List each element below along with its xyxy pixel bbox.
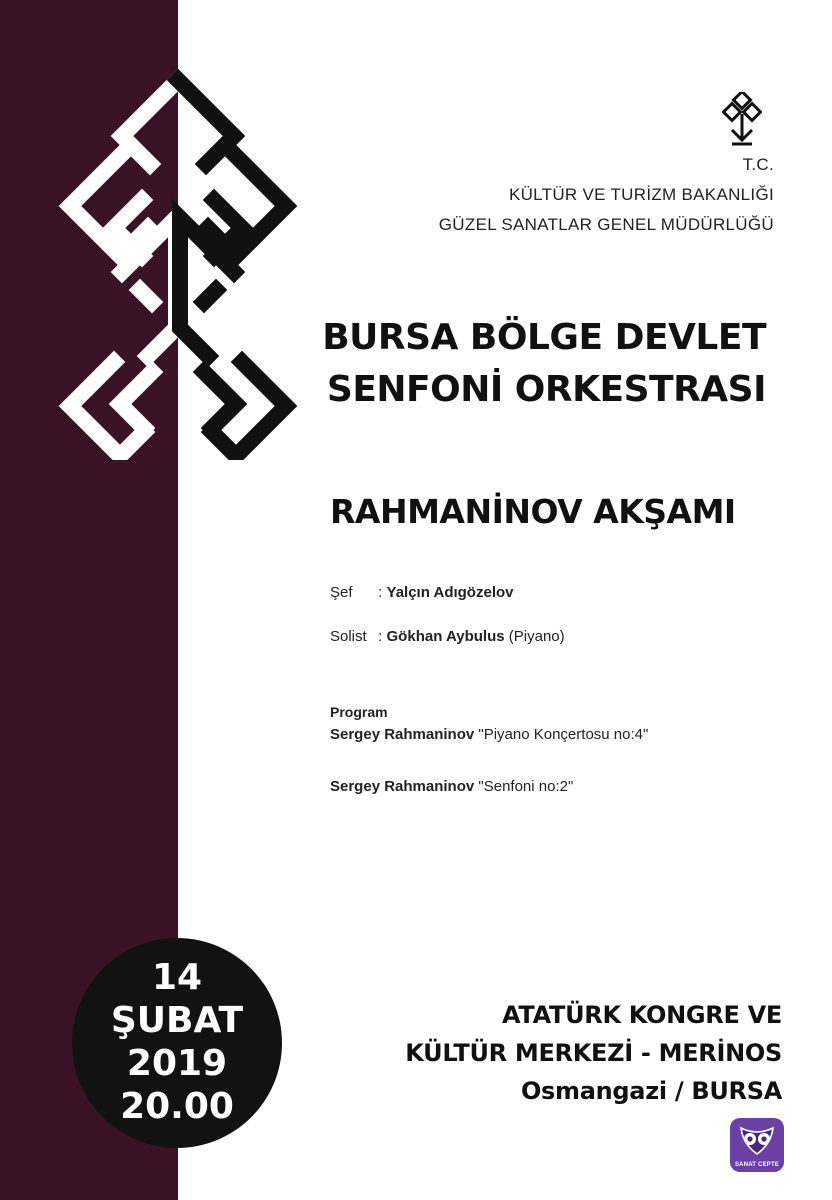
soloist-role: Solist: [330, 628, 367, 645]
venue-line-1: ATATÜRK KONGRE VE: [501, 1001, 782, 1029]
soloist-name: Gökhan Aybulus: [386, 628, 505, 645]
program-composer: Sergey Rahmaninov: [330, 726, 475, 743]
ministry-block: [439, 150, 774, 240]
date-time: 20.00: [120, 1086, 234, 1127]
venue-block: [405, 996, 782, 1110]
venue-line-2: KÜLTÜR MERKEZİ - MERİNOS: [405, 1039, 782, 1067]
program-composer: Sergey Rahmaninov: [330, 778, 475, 795]
soloist-credit: [330, 628, 565, 645]
knot-motif-icon: [40, 60, 320, 460]
date-year: 2019: [126, 1043, 228, 1084]
sanat-cepte-badge[interactable]: [730, 1118, 784, 1172]
ministry-name: KÜLTÜR VE TURİZM BAKANLIĞI: [508, 185, 774, 204]
orchestra-line-1: BURSA BÖLGE DEVLET: [322, 317, 766, 358]
soloist-instrument: (Piyano): [508, 628, 565, 645]
venue-line-3: Osmangazi / BURSA: [520, 1077, 782, 1105]
conductor-role: Şef: [330, 584, 353, 601]
date-month: ŞUBAT: [110, 1000, 244, 1041]
program-item: [330, 778, 573, 795]
program-work: "Piyano Konçertosu no:4": [478, 726, 649, 743]
soloist-separator: :: [378, 628, 383, 645]
badge-label: SANAT CEPTE: [734, 1162, 780, 1168]
tc-label: T.C.: [742, 155, 774, 174]
conductor-name: Yalçın Adıgözelov: [386, 584, 514, 601]
ministry-logo-icon: [722, 92, 762, 152]
date-day: 14: [151, 957, 203, 998]
directorate-name: GÜZEL SANATLAR GENEL MÜDÜRLÜĞÜ: [438, 215, 774, 234]
orchestra-line-2: SENFONİ ORKESTRASI: [326, 369, 766, 410]
program-item: [330, 726, 648, 743]
program-heading: Program: [330, 704, 388, 720]
date-circle: [72, 938, 282, 1148]
conductor-credit: [330, 584, 514, 601]
concert-title: RAHMANİNOV AKŞAMI: [330, 492, 736, 531]
program-work: "Senfoni no:2": [478, 778, 574, 795]
conductor-separator: :: [378, 584, 383, 601]
sanat-cepte-owl-icon: [737, 1124, 777, 1158]
orchestra-title: [322, 312, 766, 416]
